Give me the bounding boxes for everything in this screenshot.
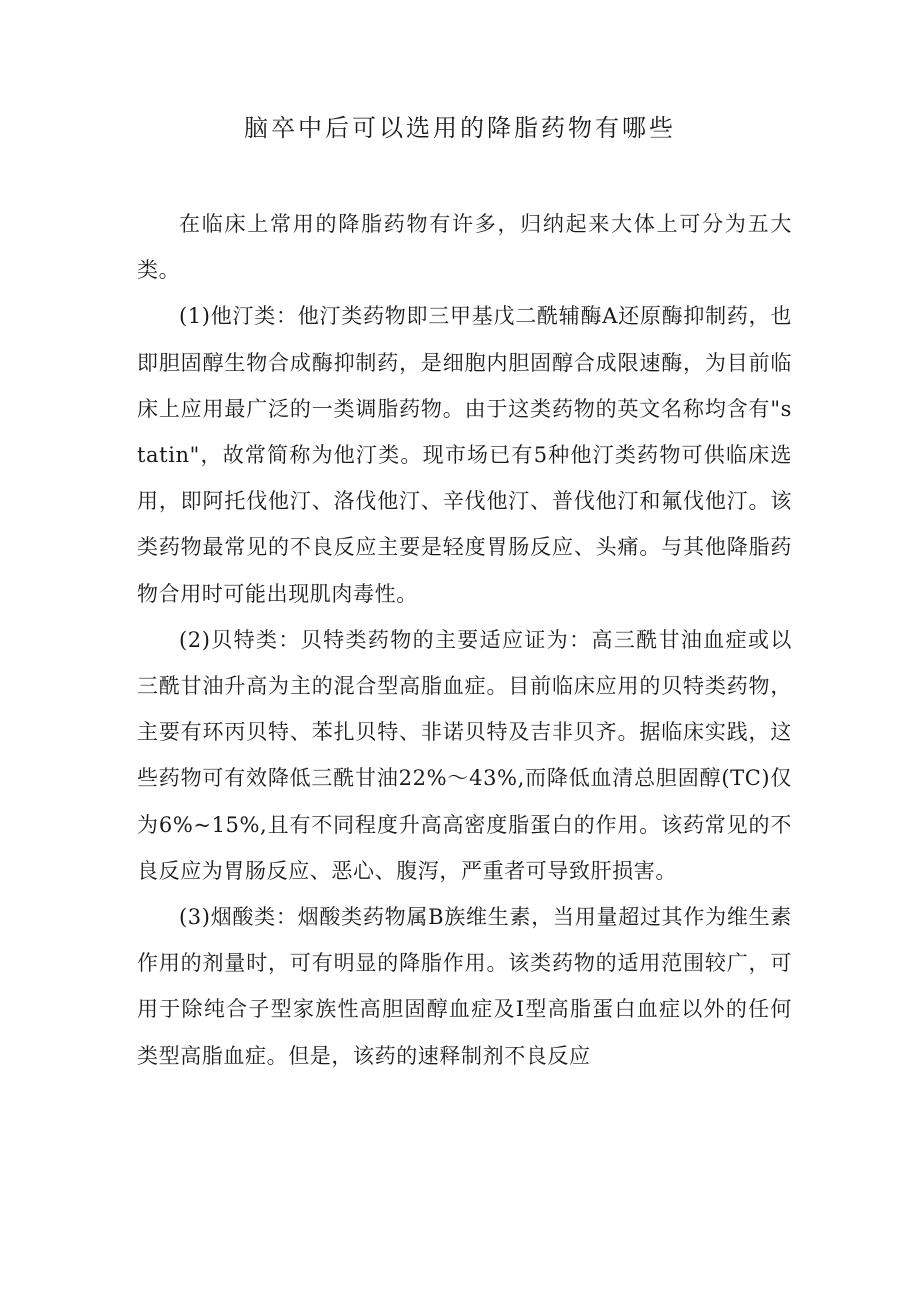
document-body (137, 201, 792, 1079)
paragraph-statins: (1)他汀类：他汀类药物即三甲基戊二酰辅酶A还原酶抑制药，也即胆固醇生物合成酶抑制药，是细胞内胆固醇合成限速酶，为目前临床上应用最广泛的一类调脂药物。由于这类药物的英文名称均含有"statin"，故常简称为他汀类。现市场已有5种他汀类药物可供临床选用，即阿托伐他汀、洛伐他汀、辛伐他汀、普伐他汀和氟伐他汀。该类药物最常见的不良反应主要是轻度胃肠反应、头痛。与其他降脂药物合用时可能出现肌肉毒性。 (137, 304, 792, 606)
paragraph-fibrates: (2)贝特类：贝特类药物的主要适应证为：高三酰甘油血症或以三酰甘油升高为主的混合型高脂血症。目前临床应用的贝特类药物，主要有环丙贝特、苯扎贝特、非诺贝特及吉非贝齐。据临床实践，这些药物可有效降低三酰甘油22%～43%,而降低血清总胆固醇(TC)仅为6%~15%,且有不同程度升高高密度脂蛋白的作用。该药常见的不良反应为胃肠反应、恶心、腹泻，严重者可导致肝损害。 (137, 627, 792, 883)
paragraph-intro: 在临床上常用的降脂药物有许多，归纳起来大体上可分为五大类。 (137, 212, 792, 283)
document-title: 脑卒中后可以选用的降脂药物有哪些 (244, 114, 676, 142)
paragraph-niacin: (3)烟酸类：烟酸类药物属B族维生素，当用量超过其作为维生素作用的剂量时，可有明显的降脂作用。该类药物的适用范围较广，可用于除纯合子型家族性高胆固醇血症及I型高脂蛋白血症以外的任何类型高脂血症。但是，该药的速释制剂不良反应 (137, 905, 792, 1068)
